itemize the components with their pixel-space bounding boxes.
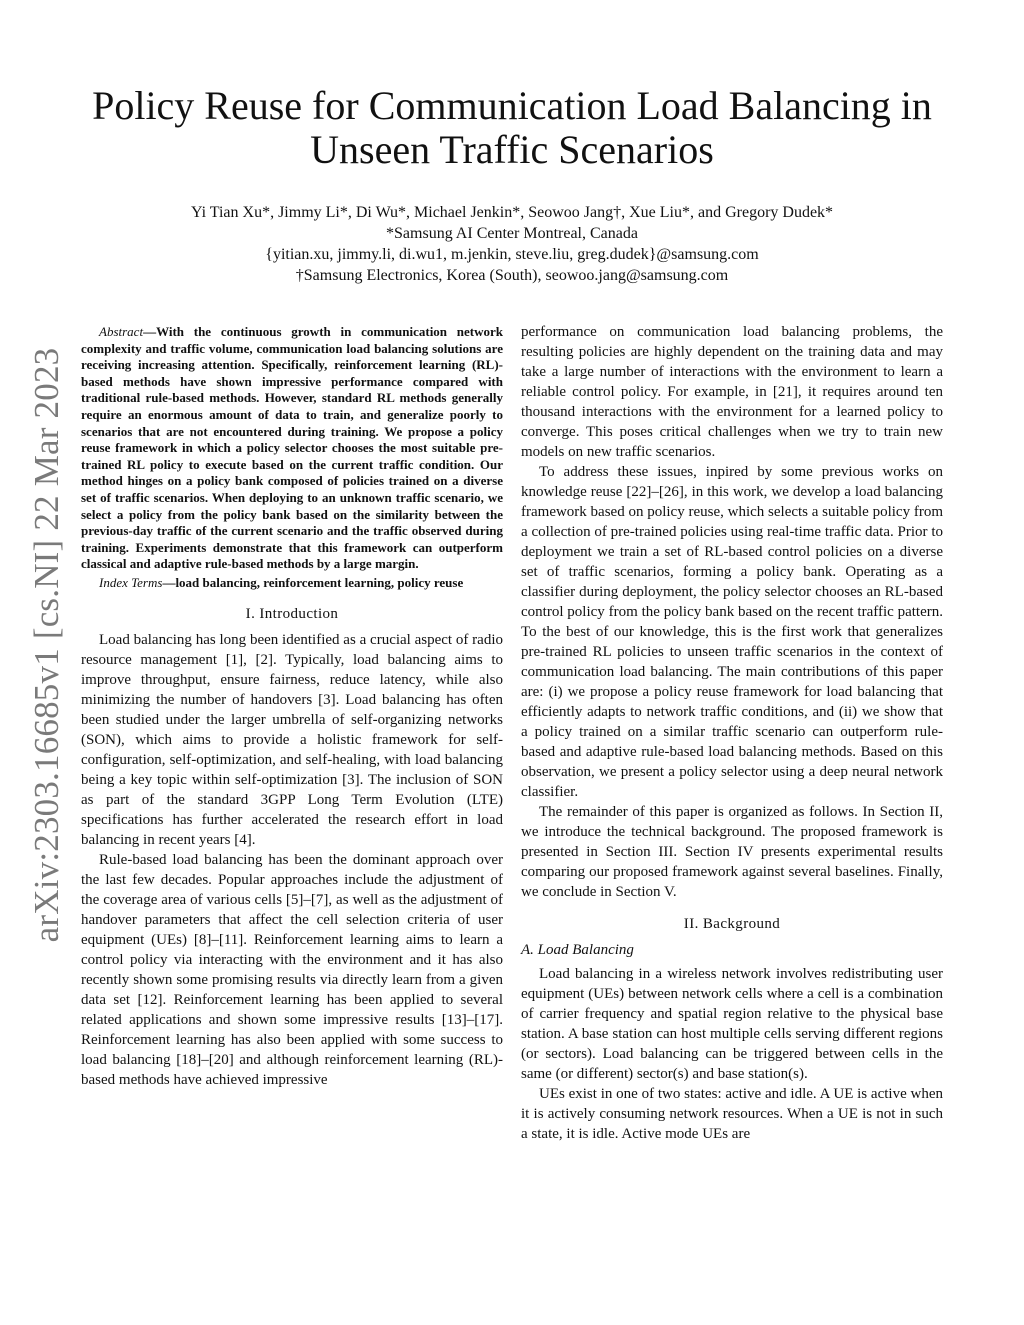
left-column (81, 322, 503, 1090)
arxiv-sidebar (22, 345, 72, 945)
arxiv-identifier: arXiv:2303.16685v1 [cs.NI] 22 Mar 2023 (27, 347, 66, 943)
background-paragraph-2: UEs exist in one of two states: active and idle. A UE is active when it is actively consuming network resources. When a UE is not in such a state, it is idle. Active mode UEs are (521, 1086, 943, 1142)
title-line-2: Unseen Traffic Scenarios (310, 127, 714, 172)
background-paragraph-1: Load balancing in a wireless network involves redistributing user equipment (UEs) between network cells where a cell is a combination of carrier frequency and spatial region relative to the physical base station. A base station can host multiple cells serving different regions (or sectors). Load balancing can be triggered between cells in the same (or different) sector(s) and base station(s). (521, 966, 943, 1082)
index-terms (81, 575, 503, 592)
affiliation-1: *Samsung AI Center Montreal, Canada (386, 225, 638, 242)
right-column (521, 322, 943, 1144)
index-terms-label: Index Terms (99, 574, 163, 590)
affiliation-2: †Samsung Electronics, Korea (South), seowoo.jang@samsung.com (295, 267, 729, 284)
abstract-text: —With the continuous growth in communication network complexity and traffic volume, communication load balancing solutions are receiving increasing attention. Specifically, reinforcement learning (RL)-based methods have shown impressive performance compared with traditional rule-based methods. However, standard RL methods generally require an enormous amount of data to train, and generalize poorly to scenarios that are not encountered during training. We propose a policy reuse framework in which a policy selector chooses the most suitable pre-trained RL policy to execute based on the current traffic condition. Our method hinges on a policy bank composed of policies trained on a diverse set of traffic scenarios. When deploying to an unknown traffic scenario, we select a policy from the policy bank based on the similarity between the previous-day traffic of the current scenario and the traffic observed during training. Experiments demonstrate that this framework can outperform classical and adaptive rule-based methods by a large margin. (81, 324, 503, 572)
intro-paragraph-2: Rule-based load balancing has been the dominant approach over the last few decades. Popular approaches include the adjustment of the coverage area of various cells [5]–[7], as well as the adjustment of handover parameters that affect the cell selection criteria of user equipment (UEs) [8]–[11]. Reinforcement learning aims to learn a control policy via interacting with the environment and it has also recently shown some promising results via directly learn from a given data set [12]. Reinforcement learning has been applied to several related applications and shown some impressive results [13]–[17]. Reinforcement learning has also been applied with some success to load balancing [18]–[20] and although reinforcement learning (RL)-based methods have achieved impressive (81, 851, 503, 1088)
author-block (60, 202, 964, 286)
paper-title (60, 84, 964, 172)
author-list: Yi Tian Xu*, Jimmy Li*, Di Wu*, Michael Jenkin*, Seowoo Jang†, Xue Liu*, and Gregory Dudek* (190, 204, 834, 221)
abstract (81, 324, 503, 573)
index-terms-text: —load balancing, reinforcement learning, policy reuse (162, 574, 464, 590)
section-2-heading: II. Background (683, 916, 781, 932)
title-line-1: Policy Reuse for Communication Load Balancing in (92, 83, 932, 128)
intro-paragraph-3: performance on communication load balancing problems, the resulting policies are highly dependent on the training data and may take a large number of interactions with the environment to learn a reliable control policy. For example, in [21], it requires around ten thousand interactions with the environment for a learned policy to converge. This poses critical challenges when we try to train new models on new traffic scenarios. (521, 324, 943, 460)
emails-1: {yitian.xu, jimmy.li, di.wu1, m.jenkin, steve.liu, greg.dudek}@samsung.com (265, 246, 759, 263)
subsection-load-balancing: A. Load Balancing (521, 942, 634, 958)
intro-paragraph-4: To address these issues, inpired by some previous works on knowledge reuse [22]–[26], in this work, we develop a load balancing framework based on policy reuse, which selects a suitable policy from a collection of pre-trained policies using real-time traffic data. Prior to deployment we train a set of RL-based control policies on a diverse set of traffic scenarios, forming a policy bank. Operating as a classifier during deployment, the policy selector chooses an RL-based control policy from the policy bank based on the recent traffic pattern. To the best of our knowledge, this is the first work that generalizes pre-trained RL policies to unseen traffic scenarios in the context of communication load balancing. The main contributions of this paper are: (i) we propose a policy reuse framework for load balancing that efficiently adapts to network traffic conditions, and (ii) we show that a policy trained on a similar traffic scenario can outperform rule-based and adaptive rule-based load balancing methods. Based on this observation, we present a policy selector using a deep neural network classifier. (521, 464, 943, 800)
intro-paragraph-5: The remainder of this paper is organized as follows. In Section II, we introduce the technical background. The proposed framework is presented in Section III. Section IV presents experimental results comparing our proposed framework against several baselines. Finally, we conclude in Section V. (521, 804, 943, 900)
section-1-heading: I. Introduction (245, 605, 339, 622)
intro-paragraph-1: Load balancing has long been identified as a crucial aspect of radio resource management [1], [2]. Typically, load balancing aims to improve throughput, ensure fairness, reduce latency, while also minimizing the number of handovers [3]. Load balancing has often been studied under the larger umbrella of self-organizing networks (SON), which aims to provide a holistic framework for self-configuration, self-optimization, and self-healing, with load balancing being a key topic within self-optimization [3]. The inclusion of SON as part of the standard 3GPP Long Term Evolution (LTE) specifications has further accelerated the research effort in load balancing in recent years [4]. (81, 631, 503, 848)
abstract-label: Abstract (99, 324, 144, 339)
